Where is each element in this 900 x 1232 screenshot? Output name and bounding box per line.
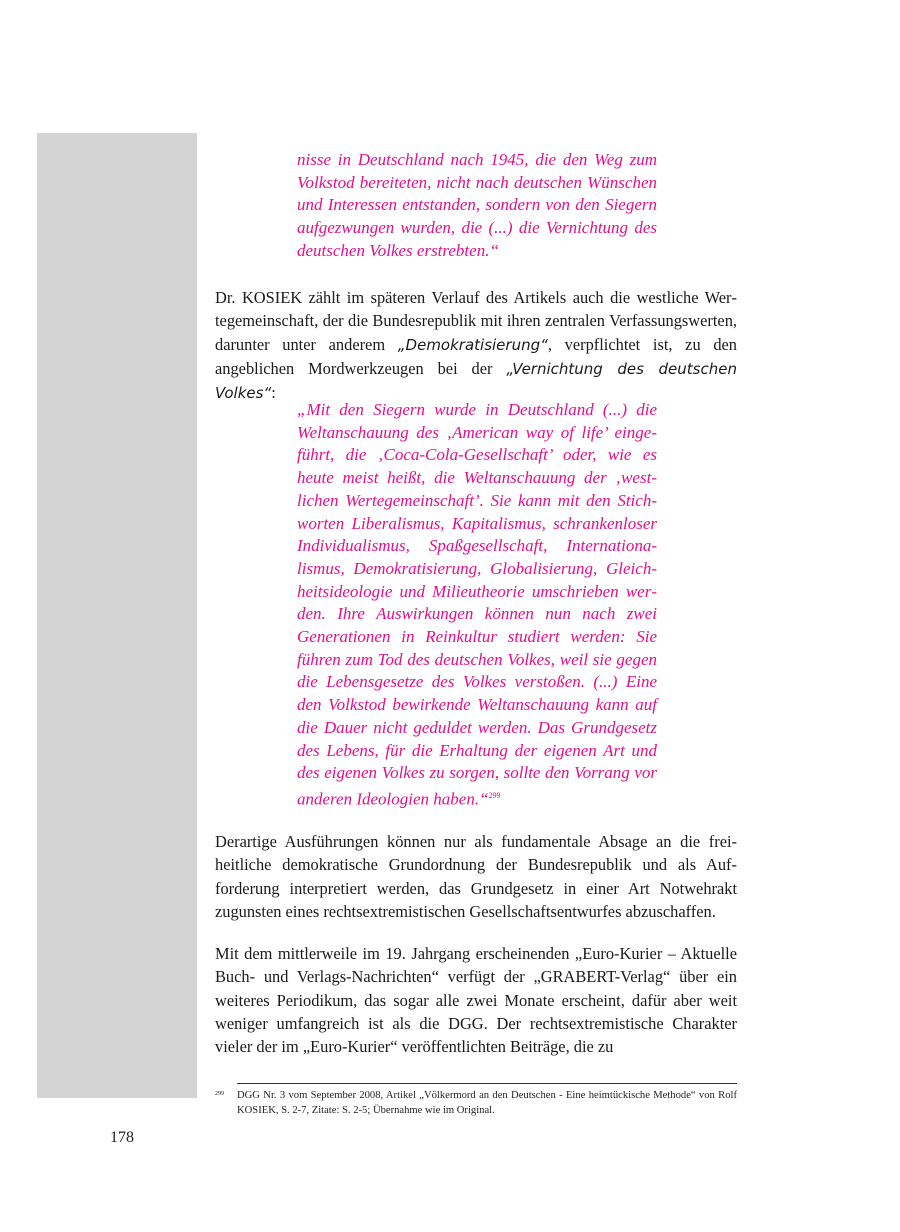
block-quote: [297, 399, 657, 811]
paragraph-text: Dr. KOSIEK zählt im späteren Verlauf des Artikels auch die westliche Wertegemeinschaft, der die Bundesrepublik mit ihren zentralen Verfassungswerten, darunter unter anderem: [215, 288, 737, 354]
quote-text: nisse in Deutschland nach 1945, die den Weg zum Volkstod bereiteten, nicht nach deutschen Wünschen und Interessen entstanden, sondern von den Siegern aufgezwungen wurden, die (...) die Vernichtung des deutschen Volkes erstrebten.“: [297, 150, 657, 260]
quoted-term: „Vernichtung des deutschen Volkes“: [215, 359, 737, 403]
margin-sidebar: [37, 133, 197, 1098]
block-quote-continued: [297, 149, 657, 263]
footnote-reference[interactable]: 299: [488, 790, 501, 800]
quote-text: [297, 399, 657, 811]
paragraph-text: , verpflichtet ist, zu den angeblichen Mordwerkzeugen bei der: [215, 334, 737, 378]
body-paragraph-3: Mit dem mittlerweile im 19. Jahrgang erscheinenden „Euro-Kurier – Aktuelle Buch- und Verlags-Nachrichten“ verfügt der „GRABERT-Verlag“ über ein weiteres Periodikum, das sogar alle zwei Monate erscheint, dafür aber weit weniger umfangreich ist als die DGG. Der rechtsextremistische Charakter vieler der im „Euro-Kurier“ veröffentlichten Beiträge, die zu: [215, 944, 737, 1057]
footnote-divider: [237, 1083, 737, 1084]
body-paragraph-1: [215, 286, 737, 405]
paragraph-text: :: [271, 383, 276, 403]
body-paragraph-2: Derartige Ausführungen können nur als fundamentale Absage an die freiheitliche demokratische Grundordnung der Bundesrepublik und als Aufforderung interpretiert werden, das Grundgesetz in einer Art Notwehrakt zugunsten eines rechtsextremistischen Gesellschaftsentwurfes abzuschaffen.: [215, 832, 737, 921]
footnote: [215, 1089, 737, 1118]
footnote-number: 299: [215, 1091, 224, 1097]
footnote-text: DGG Nr. 3 vom September 2008, Artikel „Völkermord an den Deutschen - Eine heimtückische Methode“ von Rolf KOSIEK, S. 2-7, Zitate: S. 2-5; Übernahme wie im Original.: [237, 1090, 737, 1116]
quoted-term: „Demokratisierung“: [397, 335, 548, 354]
quote-body: „Mit den Siegern wurde in Deutschland (...) die Weltanschauung des ‚American way of life’ eingeführt, die ‚Coca-Cola-Gesellschaft’ oder, wie es heute meist heißt, die Weltanschauung der ‚westlichen Wertegemeinschaft’. Sie kann mit den Stichworten Liberalismus, Kapitalismus, schrankenloser Individualismus, Spaßgesellschaft, Internationalismus, Demokratisierung, Globalisierung, Gleichheitsideologie und Milieutheorie umschrieben werden. Ihre Auswirkungen können nun nach zwei Generationen in Reinkultur studiert werden: Sie führen zum Tod des deutschen Volkes, weil sie gegen die Lebensgesetze des Volkes verstoßen. (...) Eine den Volkstod bewirkende Weltanschauung kann auf die Dauer nicht geduldet werden. Das Grundgesetz des Lebens, für die Erhaltung der eigenen Art und des eigenen Volkes zu sorgen, sollte den Vorrang vor anderen Ideologien haben.“: [297, 400, 657, 809]
page-number: 178: [110, 1129, 134, 1146]
